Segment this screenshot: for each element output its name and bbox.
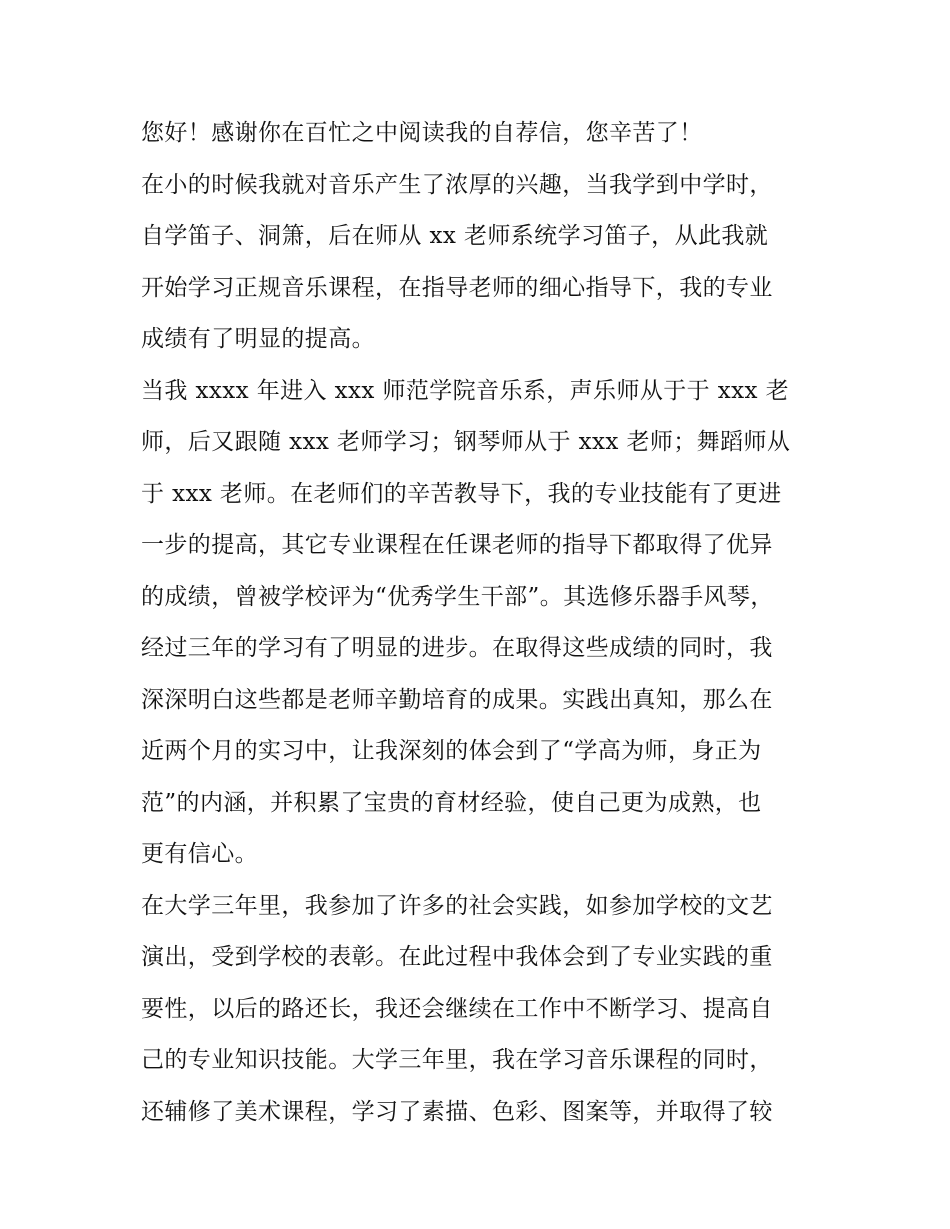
text-line: 自学笛子、洞箫，后在师从 xx 老师系统学习笛子，从此我就 (141, 223, 769, 249)
text-line: 师，后又跟随 xxx 老师学习；钢琴师从于 xxx 老师；舞蹈师从 (141, 429, 791, 455)
text-line: 成绩有了明显的提高。 (141, 326, 375, 352)
paragraph-social-practice (141, 881, 821, 1139)
text-line: 在小的时候我就对音乐产生了浓厚的兴趣，当我学到中学时， (141, 171, 773, 198)
text-line: 己的专业知识技能。大学三年里，我在学习音乐课程的同时， (141, 1047, 773, 1073)
text-line: 于 xxx 老师。在老师们的辛苦教导下，我的专业技能有了更进 (141, 480, 782, 507)
text-line: 一步的提高，其它专业课程在任课老师的指导下都取得了优异 (141, 532, 773, 558)
text-line: 的成绩，曾被学校评为“优秀学生干部”。其选修乐器手风琴， (141, 583, 774, 610)
paragraph-music-interest (141, 160, 821, 366)
text-line: 开始学习正规音乐课程，在指导老师的细心指导下，我的专业 (141, 274, 773, 301)
text-line: 当我 xxxx 年进入 xxx 师范学院音乐系，声乐师从于于 xxx 老 (141, 377, 789, 404)
text-line: 深深明白这些都是老师辛勤培育的成果。实践出真知，那么在 (141, 686, 773, 713)
paragraph-college-study (141, 366, 821, 881)
paragraph-greeting (141, 108, 821, 160)
text-line: 在大学三年里，我参加了许多的社会实践，如参加学校的文艺 (141, 892, 773, 919)
text-line: 您好！感谢你在百忙之中阅读我的自荐信，您辛苦了！ (141, 120, 703, 146)
text-line: 要性，以后的路还长，我还会继续在工作中不断学习、提高自 (141, 995, 773, 1022)
text-line: 更有信心。 (141, 841, 258, 867)
text-line: 近两个月的实习中，让我深刻的体会到了“学高为师，身正为 (141, 738, 762, 764)
text-line: 还辅修了美术课程，学习了素描、色彩、图案等，并取得了较 (141, 1098, 773, 1125)
letter-body (141, 108, 821, 1138)
text-line: 演出，受到学校的表彰。在此过程中我体会到了专业实践的重 (141, 944, 773, 970)
text-line: 经过三年的学习有了明显的进步。在取得这些成绩的同时，我 (141, 635, 773, 661)
text-line: 范”的内涵，并积累了宝贵的育材经验，使自己更为成熟，也 (141, 789, 762, 816)
